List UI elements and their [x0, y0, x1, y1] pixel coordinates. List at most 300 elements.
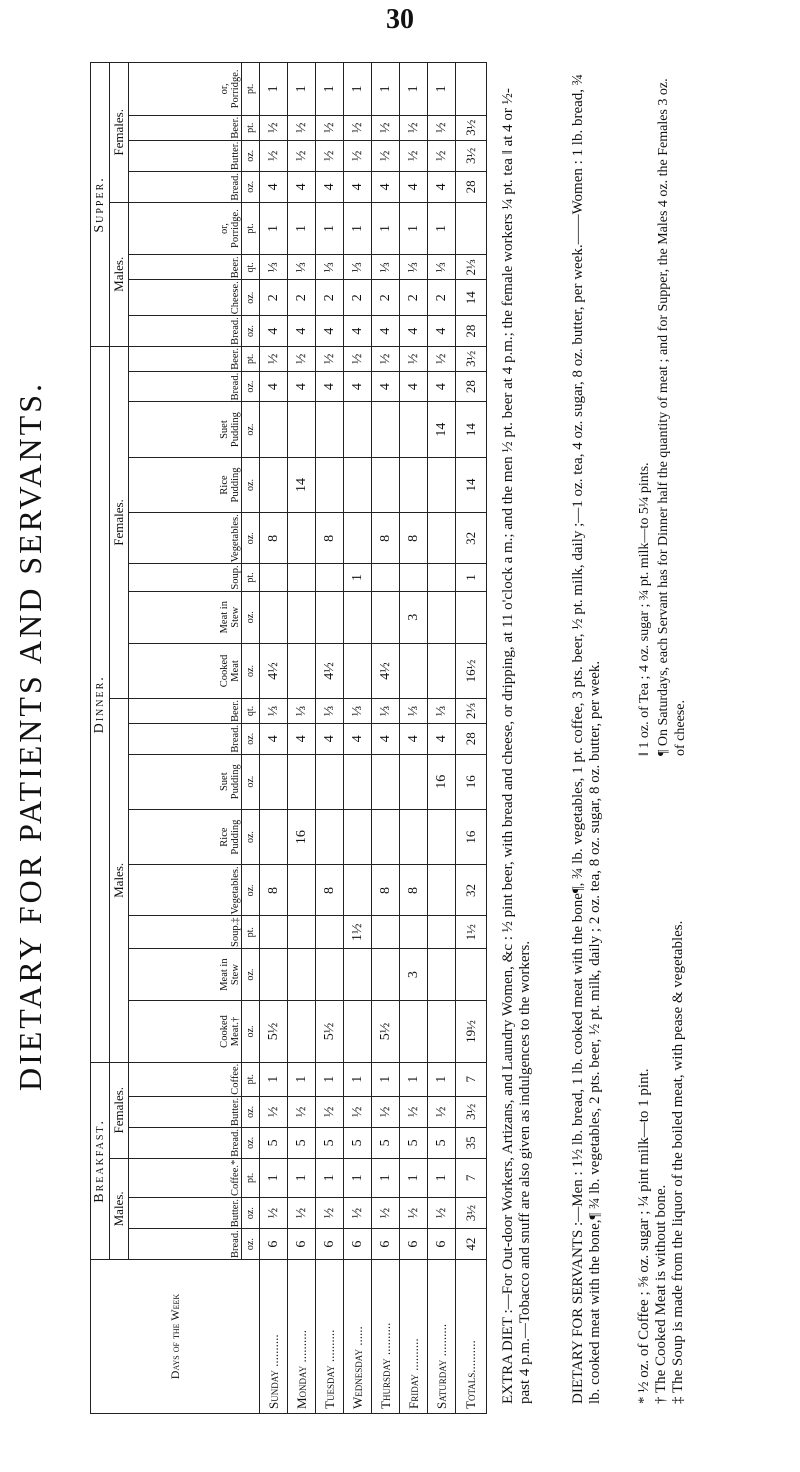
column-unit: pt.	[242, 916, 260, 948]
table-row	[344, 63, 372, 1414]
total-cell: 32	[456, 513, 487, 564]
column-header: or, Porridge.	[129, 63, 242, 116]
table-cell: 6	[316, 1229, 344, 1260]
total-cell: 28	[456, 723, 487, 754]
table-cell: 8	[400, 865, 428, 916]
table-cell	[316, 754, 344, 809]
footnote-soup: ‡ The Soup is made from the liquor of the boiled meat, with pease & vegetables.	[670, 920, 686, 1404]
table-cell: ⅓	[428, 255, 456, 280]
total-cell: 28	[456, 371, 487, 402]
column-unit: oz.	[242, 457, 260, 513]
table-cell: 5	[260, 1128, 288, 1159]
total-cell: 16	[456, 754, 487, 809]
table-cell: 4	[288, 371, 316, 402]
table-cell: 8	[400, 513, 428, 564]
servants-dietary-note: DIETARY FOR SERVANTS :—Men : 1½ lb. bread, 1 lb. cooked meat with the bone¶, ¾ lb. vegetables, 1 pt. coffee, 3 pts. beer, ½ pt. milk, daily ;—1 oz. tea, 4 oz. sugar, 8 oz. butter, per week.——Women : 1 lb. bread, ¾ lb. cooked meat with the bone,¶ ¾ lb. vegetables, 2 pts. beer, ½ pt. milk, daily ; 2 oz. tea, 8 oz. sugar, 8 oz. butter, per week.	[570, 73, 603, 1404]
column-header: Cheese.	[129, 280, 242, 316]
column-header: Butter.	[129, 1198, 242, 1229]
table-cell: 1	[372, 63, 400, 116]
table-cell	[344, 948, 372, 1000]
table-cell: 1	[316, 1062, 344, 1096]
table-cell	[288, 564, 316, 591]
column-unit: pt.	[242, 1158, 260, 1197]
table-cell	[260, 916, 288, 948]
total-cell: 14	[456, 280, 487, 316]
table-cell: 1	[344, 1062, 372, 1096]
column-unit: oz.	[242, 591, 260, 643]
table-cell	[260, 591, 288, 643]
table-cell: ½	[372, 346, 400, 371]
page-title: DIETARY FOR PATIENTS AND SERVANTS.	[12, 381, 48, 1092]
table-cell: 1	[316, 1158, 344, 1197]
section-supper: Supper.	[91, 63, 110, 347]
table-cell	[428, 564, 456, 591]
table-cell: 5	[428, 1128, 456, 1159]
total-cell: 28	[456, 171, 487, 202]
table-cell: 1	[400, 202, 428, 255]
column-header: Meat in Stew	[129, 591, 242, 643]
column-unit: oz.	[242, 402, 260, 457]
table-cell	[400, 564, 428, 591]
day-label: Friday ..........	[400, 1260, 428, 1414]
total-cell: 35	[456, 1128, 487, 1159]
table-cell	[400, 457, 428, 513]
day-label: Thursday ..........	[372, 1260, 400, 1414]
column-header: Rice Pudding	[129, 809, 242, 865]
table-cell	[288, 916, 316, 948]
table-cell	[400, 916, 428, 948]
column-unit: pt.	[242, 564, 260, 591]
table-cell: 1	[260, 202, 288, 255]
table-cell: 2	[316, 280, 344, 316]
table-cell: ½	[372, 115, 400, 140]
table-cell	[428, 948, 456, 1000]
table-cell	[428, 1001, 456, 1062]
table-cell: ½	[428, 1096, 456, 1127]
table-cell	[344, 1001, 372, 1062]
table-cell	[428, 809, 456, 865]
table-cell	[400, 643, 428, 698]
column-unit: oz.	[242, 1096, 260, 1127]
table-cell	[288, 865, 316, 916]
table-cell	[316, 948, 344, 1000]
total-cell: 19½	[456, 1001, 487, 1062]
table-cell: 1	[344, 1158, 372, 1197]
total-cell: 7	[456, 1062, 487, 1096]
group-females: Females.	[110, 63, 129, 203]
column-unit: oz.	[242, 1229, 260, 1260]
table-cell	[372, 948, 400, 1000]
table-cell: ⅓	[372, 255, 400, 280]
table-cell: 1	[316, 202, 344, 255]
table-cell: 4	[316, 723, 344, 754]
table-cell: 4	[344, 171, 372, 202]
total-cell: 16½	[456, 643, 487, 698]
footnotes-left	[636, 804, 687, 1404]
table-cell: ½	[372, 140, 400, 171]
table-cell	[316, 916, 344, 948]
table-cell	[344, 865, 372, 916]
column-unit: oz.	[242, 371, 260, 402]
table-cell: ½	[260, 346, 288, 371]
total-cell: 7	[456, 1158, 487, 1197]
column-header: Cooked Meat	[129, 643, 242, 698]
total-cell: 16	[456, 809, 487, 865]
table-cell: 5	[372, 1128, 400, 1159]
column-unit: pt.	[242, 346, 260, 371]
table-cell: 5½	[260, 1001, 288, 1062]
table-cell: 4	[428, 171, 456, 202]
table-cell: ⅓	[288, 255, 316, 280]
table-cell: 1	[260, 1062, 288, 1096]
table-cell: 14	[288, 457, 316, 513]
column-unit: oz.	[242, 1128, 260, 1159]
table-cell	[428, 865, 456, 916]
column-unit: oz.	[242, 280, 260, 316]
total-cell	[456, 202, 487, 255]
column-unit: oz.	[242, 865, 260, 916]
table-cell: 6	[288, 1229, 316, 1260]
table-cell: 6	[428, 1229, 456, 1260]
table-cell: ⅓	[260, 699, 288, 724]
table-row	[372, 63, 400, 1414]
table-cell: ½	[288, 140, 316, 171]
table-cell: 6	[260, 1229, 288, 1260]
table-cell: 3	[400, 948, 428, 1000]
column-unit: oz.	[242, 948, 260, 1000]
column-header: Bread.	[129, 171, 242, 202]
table-cell: 4	[344, 723, 372, 754]
total-cell: 1½	[456, 916, 487, 948]
table-cell: 6	[400, 1229, 428, 1260]
table-cell: 4	[400, 371, 428, 402]
total-cell	[456, 63, 487, 116]
column-header: Butter.	[129, 140, 242, 171]
table-cell: 4	[428, 371, 456, 402]
table-cell: 2	[344, 280, 372, 316]
table-cell	[344, 457, 372, 513]
extra-diet-note: EXTRA DIET :—For Out-door Workers, Artizans, and Laundry Women, &c : ½ pint beer, with bread and cheese, or dripping, at 11 o'clock a m.; and the men ½ pt. beer at 4 p.m.; the female workers ¼ pt. tea ‖ at 4 or ½-past 4 p.m.—Tobacco and snuff are also given as indulgences to the workers.	[500, 88, 533, 1404]
table-cell	[288, 1001, 316, 1062]
table-cell	[400, 1001, 428, 1062]
table-cell: 5½	[316, 1001, 344, 1062]
table-cell: 8	[316, 513, 344, 564]
table-cell	[372, 457, 400, 513]
table-cell	[316, 809, 344, 865]
table-cell: 4	[428, 316, 456, 347]
column-header: Soup.	[129, 564, 242, 591]
section-dinner: Dinner.	[91, 346, 110, 1062]
total-cell	[456, 591, 487, 643]
table-cell: ⅓	[344, 699, 372, 724]
table-cell: 1	[372, 1062, 400, 1096]
table-cell: ⅓	[400, 255, 428, 280]
table-cell: ½	[316, 1096, 344, 1127]
table-cell: 4	[400, 723, 428, 754]
column-header: Coffee.*	[129, 1158, 242, 1197]
group-females: Females.	[110, 1062, 129, 1158]
table-cell	[288, 402, 316, 457]
table-cell	[344, 643, 372, 698]
table-cell: 1	[400, 1158, 428, 1197]
table-cell: 1	[428, 63, 456, 116]
table-cell: ½	[316, 346, 344, 371]
days-header: Days of the Week	[91, 1260, 260, 1414]
table-cell	[372, 754, 400, 809]
table-cell: 4	[400, 316, 428, 347]
table-cell: 1	[428, 202, 456, 255]
column-unit: oz.	[242, 809, 260, 865]
day-label: Sunday ..........	[260, 1260, 288, 1414]
page-number: 30	[386, 4, 414, 35]
table-cell: 6	[344, 1229, 372, 1260]
table-cell: 1	[428, 1158, 456, 1197]
totals-row	[456, 63, 487, 1414]
column-unit: oz.	[242, 316, 260, 347]
total-cell: 2⅓	[456, 255, 487, 280]
table-cell	[288, 643, 316, 698]
table-cell: 8	[260, 865, 288, 916]
table-cell: 4	[260, 723, 288, 754]
day-label: Monday ..........	[288, 1260, 316, 1414]
column-unit: pt.	[242, 115, 260, 140]
table-cell: 1	[260, 63, 288, 116]
table-cell: 2	[400, 280, 428, 316]
table-cell: 4	[260, 316, 288, 347]
table-cell: ⅓	[260, 255, 288, 280]
column-header: Butter.	[129, 1096, 242, 1127]
table-cell: ½	[288, 1198, 316, 1229]
table-cell: 4	[316, 316, 344, 347]
total-cell: 1	[456, 564, 487, 591]
table-cell	[428, 591, 456, 643]
table-cell	[260, 948, 288, 1000]
table-cell	[316, 402, 344, 457]
table-cell: 4	[288, 723, 316, 754]
day-label: Wednesday ......	[344, 1260, 372, 1414]
table-cell: 8	[316, 865, 344, 916]
table-cell: ⅓	[288, 699, 316, 724]
table-cell: ½	[372, 1096, 400, 1127]
table-cell	[288, 513, 316, 564]
column-unit: oz.	[242, 171, 260, 202]
table-cell	[344, 513, 372, 564]
total-cell: 14	[456, 457, 487, 513]
table-cell: 1	[288, 202, 316, 255]
table-cell: ½	[344, 346, 372, 371]
table-cell	[260, 402, 288, 457]
column-header: Bread.	[129, 723, 242, 754]
table-cell: 1	[260, 1158, 288, 1197]
total-cell: 3½	[456, 140, 487, 171]
total-cell: 3½	[456, 1096, 487, 1127]
table-cell: 1	[316, 63, 344, 116]
table-cell: 1	[288, 1062, 316, 1096]
column-header: Beer.	[129, 346, 242, 371]
group-females: Females.	[110, 346, 129, 698]
table-cell: ½	[428, 346, 456, 371]
table-cell	[344, 754, 372, 809]
table-cell: ½	[316, 140, 344, 171]
table-cell: ½	[316, 115, 344, 140]
table-cell: 1	[428, 1062, 456, 1096]
table-cell: ½	[344, 1096, 372, 1127]
table-cell: ½	[316, 1198, 344, 1229]
column-header: Bread.	[129, 316, 242, 347]
table-cell: 1	[344, 63, 372, 116]
table-cell: ½	[400, 346, 428, 371]
total-cell: 3½	[456, 115, 487, 140]
table-cell: 4½	[372, 643, 400, 698]
table-cell: ½	[428, 115, 456, 140]
table-cell	[288, 948, 316, 1000]
table-cell	[372, 916, 400, 948]
column-unit: oz.	[242, 1001, 260, 1062]
footnote-cooked-meat: † The Cooked Meat is without bone.	[653, 1184, 669, 1404]
table-row	[316, 63, 344, 1414]
table-cell	[400, 809, 428, 865]
table-cell	[428, 643, 456, 698]
table-cell: 16	[288, 809, 316, 865]
table-cell: ½	[400, 140, 428, 171]
table-cell: ½	[288, 346, 316, 371]
column-header: Beer.	[129, 255, 242, 280]
table-cell: ½	[260, 1198, 288, 1229]
footnote-tea: ‖ 1 oz. of Tea ; 4 oz. sugar ; ¾ pt. milk—to 5¼ pints.	[637, 462, 652, 756]
table-cell: 5	[344, 1128, 372, 1159]
table-cell	[260, 754, 288, 809]
table-cell	[400, 402, 428, 457]
total-cell: 28	[456, 316, 487, 347]
footnotes-right	[636, 66, 691, 756]
table-cell: 1	[344, 564, 372, 591]
column-header: Suet Pudding	[129, 754, 242, 809]
table-cell: 1	[288, 1158, 316, 1197]
table-cell	[260, 564, 288, 591]
table-cell: 4	[260, 171, 288, 202]
table-cell: 1	[344, 202, 372, 255]
table-cell: 4	[372, 316, 400, 347]
table-cell: 1½	[344, 916, 372, 948]
footnote-coffee: * ½ oz. of Coffee ; ⅝ oz. sugar ; ¼ pint milk—to 1 pint.	[636, 1068, 652, 1404]
table-cell: ½	[344, 140, 372, 171]
table-cell: ½	[400, 1096, 428, 1127]
table-cell: ½	[288, 1096, 316, 1127]
group-males: Males.	[110, 1158, 129, 1259]
table-cell: ½	[400, 115, 428, 140]
table-cell: 4	[372, 171, 400, 202]
table-cell: 4	[344, 316, 372, 347]
table-cell: 4½	[316, 643, 344, 698]
table-cell	[400, 754, 428, 809]
day-label: Saturday ..........	[428, 1260, 456, 1414]
footnote-saturday: ¶ On Saturdays, each Servant has for Dinner half the quantity of meat ; and for Supper, the Males 4 oz. the Females 3 oz. of cheese.	[656, 78, 688, 756]
column-unit: oz.	[242, 754, 260, 809]
table-cell: ⅓	[372, 699, 400, 724]
column-header: Bread.	[129, 1128, 242, 1159]
table-cell: 5	[400, 1128, 428, 1159]
table-cell: 8	[260, 513, 288, 564]
table-cell	[372, 591, 400, 643]
table-cell	[260, 457, 288, 513]
total-cell	[456, 948, 487, 1000]
table-cell	[428, 513, 456, 564]
column-unit: pt.	[242, 202, 260, 255]
table-cell: 3	[400, 591, 428, 643]
group-males: Males.	[110, 202, 129, 346]
table-cell: ½	[260, 115, 288, 140]
table-cell: 5	[288, 1128, 316, 1159]
column-header: Coffee.	[129, 1062, 242, 1096]
table-cell	[316, 564, 344, 591]
totals-label: Totals..........	[456, 1260, 487, 1414]
column-header: or, Porridge.	[129, 202, 242, 255]
table-cell	[288, 754, 316, 809]
table-cell: ⅓	[344, 255, 372, 280]
table-cell: 1	[400, 63, 428, 116]
table-cell: 1	[372, 1158, 400, 1197]
table-cell: ⅓	[316, 255, 344, 280]
table-cell: 4	[316, 171, 344, 202]
day-label: Tuesday ..........	[316, 1260, 344, 1414]
table-cell: 14	[428, 402, 456, 457]
column-unit: pt.	[242, 1062, 260, 1096]
table-cell	[316, 457, 344, 513]
table-cell: ½	[400, 1198, 428, 1229]
column-header: Soup.‡	[129, 916, 242, 948]
column-header: Beer.	[129, 699, 242, 724]
table-cell: ⅓	[428, 699, 456, 724]
table-cell: 4½	[260, 643, 288, 698]
column-header: Beer.	[129, 115, 242, 140]
total-cell: 14	[456, 402, 487, 457]
table-cell: 4	[344, 371, 372, 402]
table-cell	[372, 809, 400, 865]
table-cell: 8	[372, 865, 400, 916]
column-header: Vegetables.	[129, 513, 242, 564]
table-cell	[428, 916, 456, 948]
table-cell: 4	[428, 723, 456, 754]
column-header: Suet Pudding	[129, 402, 242, 457]
total-cell: 3½	[456, 346, 487, 371]
table-cell: 4	[372, 371, 400, 402]
table-cell	[344, 402, 372, 457]
table-row	[428, 63, 456, 1414]
column-header: Bread.	[129, 1229, 242, 1260]
table-cell: ½	[344, 1198, 372, 1229]
table-cell: 4	[400, 171, 428, 202]
column-header: Rice Pudding	[129, 457, 242, 513]
table-cell: 2	[372, 280, 400, 316]
table-cell: 4	[260, 371, 288, 402]
column-unit: pt.	[242, 63, 260, 116]
table-cell: ⅓	[316, 699, 344, 724]
column-header: Meat in Stew	[129, 948, 242, 1000]
table-row	[288, 63, 316, 1414]
column-header: Vegetables.	[129, 865, 242, 916]
dietary-table	[90, 62, 487, 1414]
table-cell: 4	[288, 316, 316, 347]
table-cell: ½	[344, 115, 372, 140]
column-unit: qt.	[242, 255, 260, 280]
table-row	[400, 63, 428, 1414]
total-cell: 32	[456, 865, 487, 916]
table-cell: ½	[428, 1198, 456, 1229]
column-unit: oz.	[242, 1198, 260, 1229]
column-unit: oz.	[242, 723, 260, 754]
table-cell: 4	[288, 171, 316, 202]
table-cell: ½	[372, 1198, 400, 1229]
